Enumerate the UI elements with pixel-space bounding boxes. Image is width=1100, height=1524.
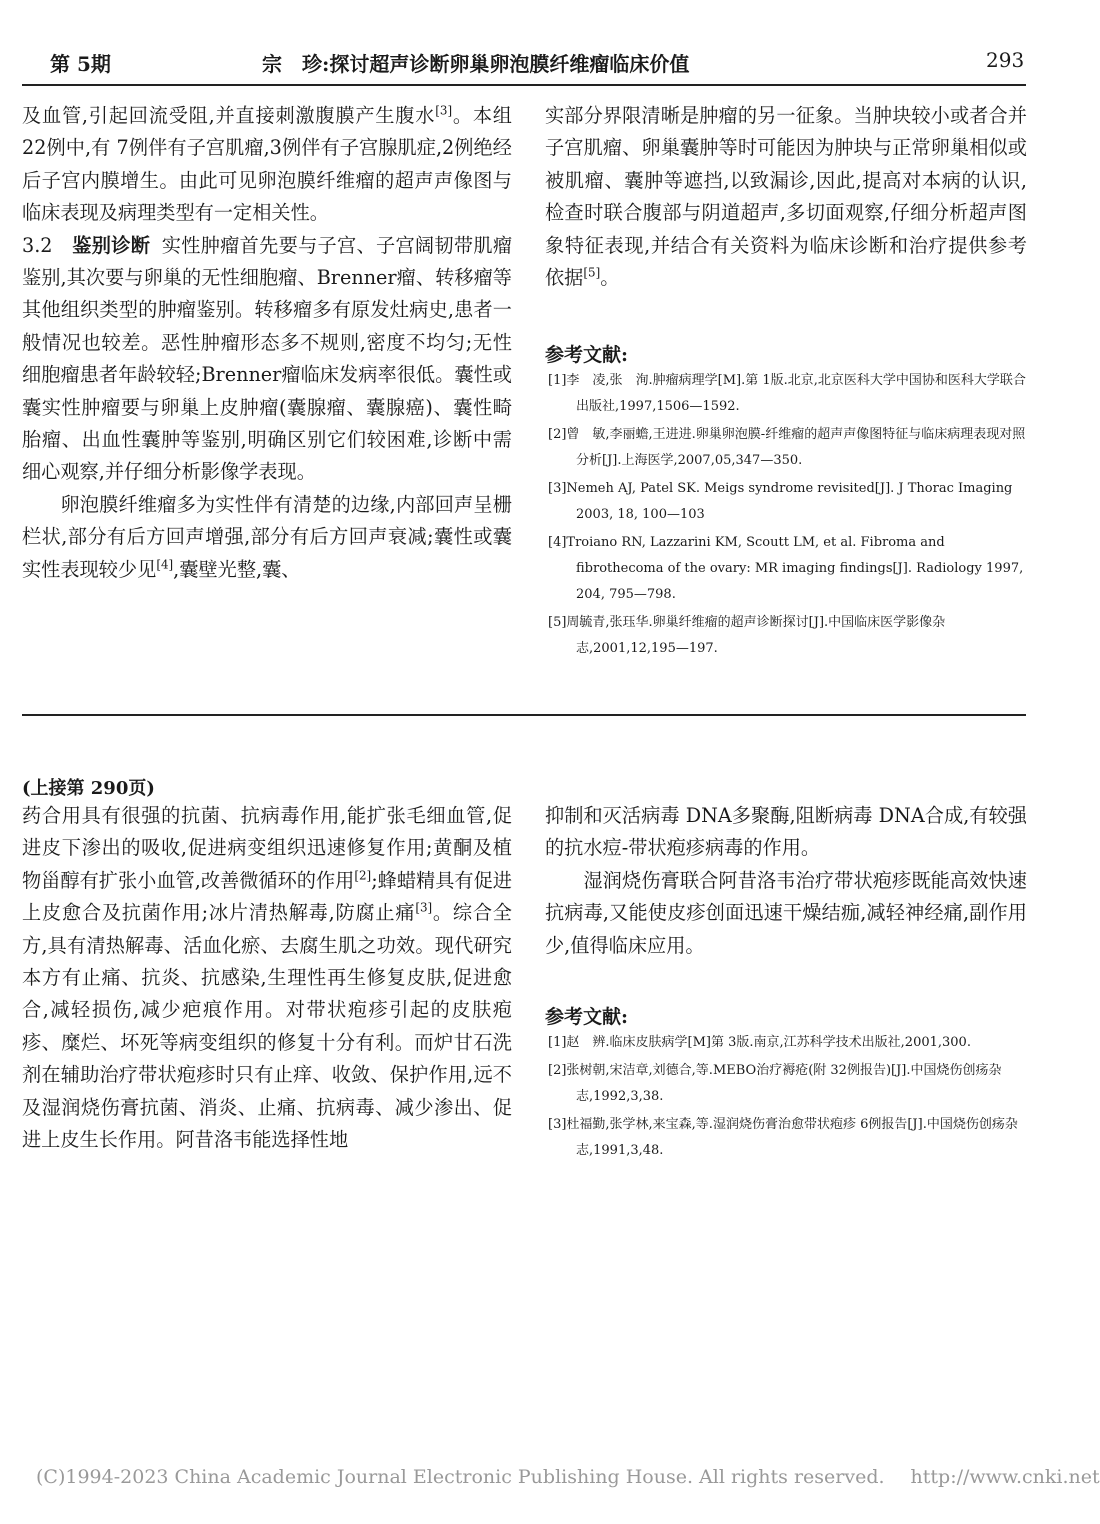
reference-item: [3]杜福勤,张学林,来宝森,等.湿润烧伤膏治愈带状疱疹 6例报告[J].中国烧伤创疡杂志,1991,3,48. <box>548 1117 1018 1158</box>
article1-right-column <box>545 100 1027 294</box>
reference-item: [4]Troiano RN, Lazzarini KM, Scoutt LM, et al. Fibroma and fibrothecoma of the ovary: MR imaging findings[J]. Radiology 1997, 204, 795—798. <box>548 535 1024 602</box>
citation: [3] <box>435 103 453 118</box>
article1-left-column <box>22 100 512 586</box>
reference-item: [1]赵 辨.临床皮肤病学[M]第 3版.南京,江苏科学技术出版社,2001,300. <box>548 1035 971 1050</box>
running-title: 宗 珍:探讨超声诊断卵巢卵泡膜纤维瘤临床价值 <box>262 52 690 76</box>
issue-number: 第 5期 <box>50 52 111 76</box>
article2-right-column <box>545 800 1027 962</box>
article2-left-column <box>22 800 512 1156</box>
section-title: 鉴别诊断 <box>72 233 151 257</box>
reference-item: [2]张树朝,宋洁章,刘德合,等.MEBO治疗褥疮(附 32例报告)[J].中国烧伤创疡杂志,1992,3,38. <box>548 1063 1002 1104</box>
references-list <box>548 1030 1030 1166</box>
paragraph: 药合用具有很强的抗菌、抗病毒作用,能扩张毛细血管,促进皮下渗出的吸收,促进病变组织迅速修复作用;黄酮及植物甾醇有扩张小血管,改善微循环的作用[2];蜂蜡精具有促进上皮愈合及抗菌作用;冰片清热解毒,防腐止痛[3]。综合全方,具有清热解毒、活血化瘀、去腐生肌之功效。现代研究本方有止痛、抗炎、抗感染,生理性再生修复皮肤,促进愈合,减轻损伤,减少疤痕作用。对带状疱疹引起的皮肤疱疹、糜烂、坏死等病变组织的修复十分有利。而炉甘石洗剂在辅助治疗带状疱疹时只有止痒、收敛、保护作用,远不及湿润烧伤膏抗菌、消炎、止痛、抗病毒、减少渗出、促进上皮生长作用。阿昔洛韦能选择性地 <box>22 804 512 1152</box>
paragraph: 及血管,引起回流受阻,并直接刺激腹膜产生腹水[3]。本组 22例中,有 7例伴有子宫肌瘤,3例伴有子宫腺肌症,2例绝经后子宫内膜增生。由此可见卵泡膜纤维瘤的超声声像图与临床表现及病理类型有一定相关性。 <box>22 103 512 225</box>
copyright-text: (C)1994-2023 China Academic Journal Electronic Publishing House. All rights reserved. <box>36 1466 885 1488</box>
paragraph: 抑制和灭活病毒 DNA多聚酶,阻断病毒 DNA合成,有较强的抗水痘-带状疱疹病毒的作用。 <box>545 804 1027 860</box>
header-rule <box>22 84 1026 86</box>
references-heading: 参考文献: <box>545 1006 629 1028</box>
references-heading: 参考文献: <box>545 344 629 366</box>
citation: [3] <box>415 900 433 915</box>
citation: [2] <box>354 868 372 883</box>
references-list <box>548 368 1030 664</box>
reference-item: [1]李 凌,张 洵.肿瘤病理学[M].第 1版.北京,北京医科大学中国协和医科大学联合出版社,1997,1506—1592. <box>548 373 1026 414</box>
footer-url: http://www.cnki.net <box>910 1466 1100 1488</box>
reference-item: [5]周毓青,张珏华.卵巢纤维瘤的超声诊断探讨[J].中国临床医学影像杂志,2001,12,195—197. <box>548 615 946 656</box>
section-paragraph: 3.2 鉴别诊断 实性肿瘤首先要与子宫、子宫阔韧带肌瘤鉴别,其次要与卵巢的无性细胞瘤、Brenner瘤、转移瘤等其他组织类型的肿瘤鉴别。转移瘤多有原发灶病史,患者一般情况也较差。恶性肿瘤形态多不规则,密度不均匀;无性细胞瘤患者年龄较轻;Brenner瘤临床发病率很低。囊性或囊实性肿瘤要与卵巢上皮肿瘤(囊腺瘤、囊腺癌)、囊性畸胎瘤、出血性囊肿等鉴别,明确区别它们较困难,诊断中需细心观察,并仔细分析影像学表现。 <box>22 233 513 484</box>
copyright-footer <box>36 1466 1100 1488</box>
paragraph: 实部分界限清晰是肿瘤的另一征象。当肿块较小或者合并子宫肌瘤、卵巢囊肿等时可能因为肿块与正常卵巢相似或被肌瘤、囊肿等遮挡,以致漏诊,因此,提高对本病的认识,检查时联合腹部与阴道超声,多切面观察,仔细分析超声图象特征表现,并结合有关资料为临床诊断和治疗提供参考依据[5]。 <box>545 104 1027 290</box>
citation: [4] <box>156 557 174 572</box>
paragraph: 湿润烧伤膏联合阿昔洛韦治疗带状疱疹既能高效快速抗病毒,又能使皮疹创面迅速干燥结痂,减轻神经痛,副作用少,值得临床应用。 <box>545 868 1027 957</box>
page-number: 293 <box>986 48 1025 72</box>
section-number: 3.2 <box>22 233 53 257</box>
article-separator <box>22 714 1026 716</box>
reference-item: [3]Nemeh AJ, Patel SK. Meigs syndrome revisited[J]. J Thorac Imaging 2003, 18, 100—103 <box>548 481 1013 522</box>
continued-from: (上接第 290页) <box>22 778 155 799</box>
citation: [5] <box>583 265 601 280</box>
paragraph: 卵泡膜纤维瘤多为实性伴有清楚的边缘,内部回声呈栅栏状,部分有后方回声增强,部分有后方回声衰减;囊性或囊实性表现较少见[4],囊壁光整,囊、 <box>22 492 512 581</box>
reference-item: [2]曾 敏,李丽蟾,王进进.卵巢卵泡膜-纤维瘤的超声声像图特征与临床病理表现对照分析[J].上海医学,2007,05,347—350. <box>548 427 1026 468</box>
